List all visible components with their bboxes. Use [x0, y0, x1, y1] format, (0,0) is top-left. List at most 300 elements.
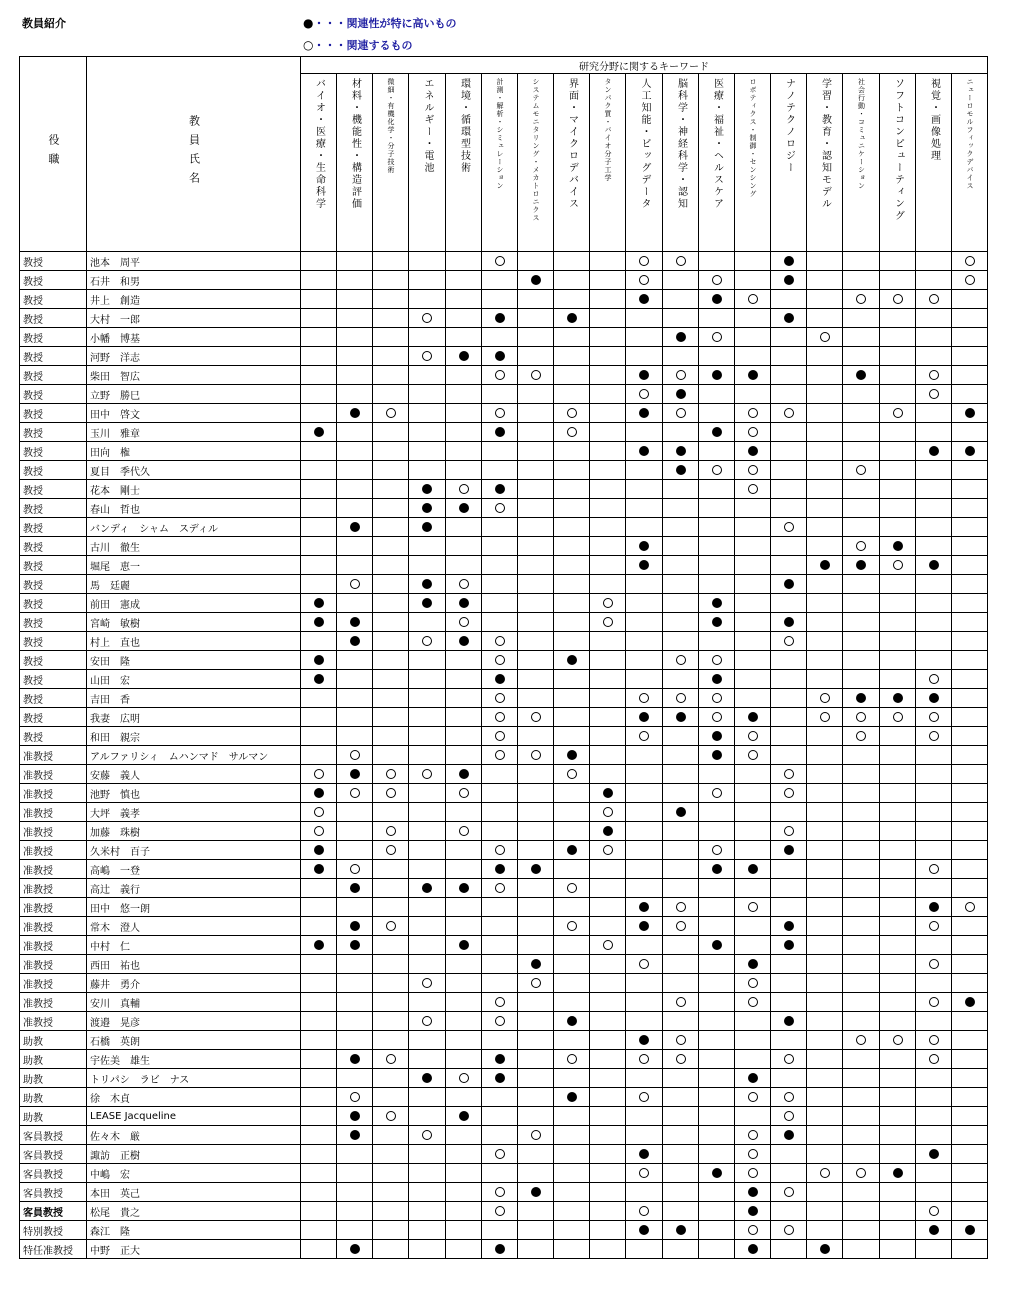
mark-cell [626, 670, 663, 689]
mark-cell [663, 1202, 699, 1221]
table-row [20, 1031, 988, 1050]
mark-cell [590, 651, 626, 670]
mark-cell [880, 480, 916, 499]
mark-cell [446, 727, 482, 746]
mark-cell [590, 1050, 626, 1069]
mark-cell [409, 917, 446, 936]
mark-cell [554, 1202, 590, 1221]
mark-cell [880, 1031, 916, 1050]
mark-cell [699, 613, 735, 632]
mark-cell [880, 1240, 916, 1259]
keyword-column-header [482, 74, 518, 252]
name-cell: 馬 廷麗 [87, 575, 301, 594]
mark-cell [446, 1012, 482, 1031]
mark-cell [663, 803, 699, 822]
mark-cell [880, 955, 916, 974]
mark-cell [518, 1221, 554, 1240]
mark-cell [952, 993, 988, 1012]
mark-cell [952, 594, 988, 613]
mark-cell [409, 632, 446, 651]
mark-cell [663, 1126, 699, 1145]
mark-cell [409, 1050, 446, 1069]
mark-cell [916, 1050, 952, 1069]
mark-cell [446, 1145, 482, 1164]
mark-cell [409, 974, 446, 993]
mark-cell [952, 1031, 988, 1050]
mark-cell [699, 803, 735, 822]
mark-cell [554, 1164, 590, 1183]
mark-cell [446, 803, 482, 822]
mark-cell [626, 765, 663, 784]
mark-cell [952, 537, 988, 556]
open-circle-icon [676, 655, 686, 665]
mark-cell [301, 974, 337, 993]
mark-cell [337, 366, 373, 385]
mark-cell [337, 1202, 373, 1221]
open-circle-icon [929, 997, 939, 1007]
name-cell: 安藤 義人 [87, 765, 301, 784]
mark-cell [373, 575, 409, 594]
mark-cell [554, 746, 590, 765]
open-circle-icon [712, 693, 722, 703]
role-cell: 教授 [20, 537, 87, 556]
mark-cell [807, 575, 843, 594]
role-cell: 准教授 [20, 841, 87, 860]
role-cell: 教授 [20, 328, 87, 347]
role-cell: 教授 [20, 727, 87, 746]
mark-cell [735, 1145, 771, 1164]
filled-circle-icon [784, 921, 794, 931]
mark-cell [699, 879, 735, 898]
mark-cell [663, 765, 699, 784]
mark-cell [626, 1050, 663, 1069]
mark-cell [301, 651, 337, 670]
mark-cell [807, 537, 843, 556]
mark-cell [843, 1221, 880, 1240]
table-row [20, 689, 988, 708]
filled-circle-icon [422, 484, 432, 494]
mark-cell [446, 822, 482, 841]
mark-cell [771, 499, 807, 518]
mark-cell [952, 1183, 988, 1202]
mark-cell [482, 290, 518, 309]
mark-cell [916, 1012, 952, 1031]
mark-cell [735, 366, 771, 385]
name-cell: 宇佐美 雄生 [87, 1050, 301, 1069]
mark-cell [843, 556, 880, 575]
mark-cell [590, 613, 626, 632]
keyword-label: 微細・有機化学・分子技術 [387, 78, 395, 174]
filled-circle-icon [459, 769, 469, 779]
open-circle-icon [929, 1206, 939, 1216]
mark-cell [807, 347, 843, 366]
mark-cell [337, 575, 373, 594]
mark-cell [518, 1240, 554, 1259]
filled-circle-icon [639, 712, 649, 722]
mark-cell [373, 993, 409, 1012]
table-row [20, 1164, 988, 1183]
mark-cell [735, 822, 771, 841]
role-cell: 准教授 [20, 993, 87, 1012]
mark-cell [843, 1069, 880, 1088]
mark-cell [663, 1164, 699, 1183]
mark-cell [663, 1145, 699, 1164]
role-header-label: 役職 [47, 133, 60, 172]
open-circle-icon [459, 826, 469, 836]
mark-cell [554, 860, 590, 879]
mark-cell [301, 765, 337, 784]
mark-cell [301, 366, 337, 385]
mark-cell [699, 309, 735, 328]
mark-cell [482, 1050, 518, 1069]
mark-cell [807, 404, 843, 423]
mark-cell [626, 746, 663, 765]
mark-cell [590, 784, 626, 803]
table-row [20, 936, 988, 955]
open-circle-icon [386, 1054, 396, 1064]
open-circle-icon [603, 845, 613, 855]
open-circle-icon [567, 408, 577, 418]
mark-cell [771, 993, 807, 1012]
mark-cell [301, 1126, 337, 1145]
mark-cell [373, 1107, 409, 1126]
mark-cell [409, 404, 446, 423]
mark-cell [446, 575, 482, 594]
filled-circle-icon [965, 446, 975, 456]
mark-cell [916, 556, 952, 575]
mark-cell [663, 917, 699, 936]
open-circle-icon [748, 978, 758, 988]
mark-cell [916, 936, 952, 955]
role-cell: 教授 [20, 556, 87, 575]
mark-cell [807, 252, 843, 271]
open-circle-icon [495, 1149, 505, 1159]
mark-cell [446, 708, 482, 727]
mark-cell [518, 1031, 554, 1050]
open-circle-icon [639, 959, 649, 969]
mark-cell [518, 499, 554, 518]
open-circle-icon [350, 1092, 360, 1102]
filled-circle-icon [350, 921, 360, 931]
mark-cell [771, 594, 807, 613]
table-row [20, 765, 988, 784]
mark-cell [590, 309, 626, 328]
keyword-label: システムモニタリング・メカトロニクス [532, 78, 540, 222]
mark-cell [735, 1240, 771, 1259]
mark-cell [735, 879, 771, 898]
open-circle-icon [422, 636, 432, 646]
mark-cell [373, 670, 409, 689]
mark-cell [554, 1221, 590, 1240]
open-circle-icon [748, 750, 758, 760]
mark-cell [735, 556, 771, 575]
mark-cell [301, 708, 337, 727]
mark-cell [916, 727, 952, 746]
mark-cell [446, 328, 482, 347]
filled-circle-icon [495, 1054, 505, 1064]
table-row [20, 252, 988, 271]
name-cell: 田中 啓文 [87, 404, 301, 423]
mark-cell [699, 1183, 735, 1202]
open-circle-icon [929, 959, 939, 969]
mark-cell [735, 784, 771, 803]
mark-cell [518, 746, 554, 765]
mark-cell [880, 1221, 916, 1240]
mark-cell [735, 461, 771, 480]
mark-cell [409, 765, 446, 784]
mark-cell [337, 727, 373, 746]
mark-cell [843, 917, 880, 936]
mark-cell [373, 822, 409, 841]
filled-circle-icon [314, 940, 324, 950]
role-cell: 教授 [20, 347, 87, 366]
mark-cell [699, 1145, 735, 1164]
filled-circle-icon [495, 1244, 505, 1254]
mark-cell [554, 347, 590, 366]
mark-cell [626, 1088, 663, 1107]
mark-cell [771, 689, 807, 708]
mark-cell [952, 1069, 988, 1088]
mark-cell [843, 575, 880, 594]
mark-cell [301, 822, 337, 841]
name-cell: 河野 洋志 [87, 347, 301, 366]
role-cell: 准教授 [20, 765, 87, 784]
mark-cell [518, 252, 554, 271]
keyword-label: 視覚・画像処理 [928, 78, 940, 162]
table-row [20, 955, 988, 974]
filled-circle-icon [748, 1244, 758, 1254]
mark-cell [843, 1183, 880, 1202]
mark-cell [843, 784, 880, 803]
role-cell: 客員教授 [20, 1202, 87, 1221]
mark-cell [952, 1050, 988, 1069]
mark-cell [590, 366, 626, 385]
mark-cell [880, 366, 916, 385]
mark-cell [482, 1012, 518, 1031]
open-circle-icon [603, 598, 613, 608]
mark-cell [807, 765, 843, 784]
mark-cell [699, 537, 735, 556]
mark-cell [807, 879, 843, 898]
mark-cell [554, 252, 590, 271]
open-circle-icon [495, 712, 505, 722]
filled-circle-icon [639, 1225, 649, 1235]
mark-cell [518, 537, 554, 556]
mark-cell [337, 974, 373, 993]
mark-cell [554, 974, 590, 993]
open-circle-icon [748, 731, 758, 741]
mark-cell [663, 936, 699, 955]
mark-cell [518, 860, 554, 879]
open-circle-icon [712, 845, 722, 855]
mark-cell [590, 632, 626, 651]
filled-circle-icon [459, 883, 469, 893]
mark-cell [807, 1012, 843, 1031]
mark-cell [590, 1031, 626, 1050]
filled-circle-icon [965, 997, 975, 1007]
table-row [20, 1183, 988, 1202]
mark-cell [771, 271, 807, 290]
mark-cell [880, 537, 916, 556]
mark-cell [337, 955, 373, 974]
mark-cell [590, 1183, 626, 1202]
role-cell: 准教授 [20, 917, 87, 936]
mark-cell [626, 841, 663, 860]
mark-cell [807, 1031, 843, 1050]
mark-cell [699, 1050, 735, 1069]
mark-cell [771, 1221, 807, 1240]
mark-cell [518, 328, 554, 347]
mark-cell [771, 765, 807, 784]
mark-cell [373, 803, 409, 822]
open-circle-icon [422, 1016, 432, 1026]
mark-cell [735, 594, 771, 613]
filled-circle-icon [350, 1244, 360, 1254]
mark-cell [699, 1202, 735, 1221]
mark-cell [482, 689, 518, 708]
mark-cell [663, 404, 699, 423]
mark-cell [482, 347, 518, 366]
mark-cell [807, 613, 843, 632]
table-row [20, 841, 988, 860]
mark-cell [663, 1107, 699, 1126]
filled-circle-icon [314, 674, 324, 684]
mark-cell [626, 271, 663, 290]
mark-cell [590, 708, 626, 727]
mark-cell [373, 955, 409, 974]
mark-cell [518, 575, 554, 594]
mark-cell [916, 1126, 952, 1145]
mark-cell [337, 632, 373, 651]
mark-cell [663, 993, 699, 1012]
mark-cell [446, 385, 482, 404]
mark-cell [771, 1107, 807, 1126]
mark-cell [699, 575, 735, 594]
name-cell: 宮崎 敏樹 [87, 613, 301, 632]
mark-cell [735, 993, 771, 1012]
mark-cell [590, 727, 626, 746]
filled-circle-icon [748, 959, 758, 969]
role-cell: 教授 [20, 651, 87, 670]
mark-cell [337, 841, 373, 860]
mark-cell [843, 404, 880, 423]
mark-cell [554, 1069, 590, 1088]
mark-cell [916, 442, 952, 461]
filled-circle-icon [676, 712, 686, 722]
open-circle-icon [422, 351, 432, 361]
mark-cell [409, 689, 446, 708]
filled-circle-icon [531, 864, 541, 874]
mark-cell [663, 841, 699, 860]
mark-cell [916, 366, 952, 385]
keyword-column-header [771, 74, 807, 252]
table-row [20, 537, 988, 556]
mark-cell [952, 271, 988, 290]
mark-cell [952, 404, 988, 423]
mark-cell [337, 1107, 373, 1126]
filled-circle-icon [712, 294, 722, 304]
open-circle-icon [712, 275, 722, 285]
mark-cell [663, 442, 699, 461]
table-row [20, 974, 988, 993]
mark-cell [771, 366, 807, 385]
mark-cell [446, 461, 482, 480]
mark-cell [554, 404, 590, 423]
open-circle-icon [748, 1130, 758, 1140]
mark-cell [554, 898, 590, 917]
mark-cell [699, 822, 735, 841]
mark-cell [880, 689, 916, 708]
mark-cell [843, 252, 880, 271]
mark-cell [518, 1126, 554, 1145]
mark-cell [482, 955, 518, 974]
mark-cell [518, 1145, 554, 1164]
name-cell: 前田 憲成 [87, 594, 301, 613]
mark-cell [446, 1126, 482, 1145]
mark-cell [518, 556, 554, 575]
mark-cell [771, 556, 807, 575]
mark-cell [699, 955, 735, 974]
mark-cell [735, 1221, 771, 1240]
mark-cell [843, 594, 880, 613]
filled-circle-icon [639, 541, 649, 551]
open-circle-icon [748, 484, 758, 494]
open-circle-icon [784, 788, 794, 798]
filled-circle-icon [567, 313, 577, 323]
mark-cell [409, 936, 446, 955]
mark-cell [880, 1069, 916, 1088]
mark-cell [373, 879, 409, 898]
mark-cell [409, 613, 446, 632]
open-circle-icon [639, 1168, 649, 1178]
mark-cell [952, 803, 988, 822]
open-circle-icon [567, 883, 577, 893]
mark-cell [626, 993, 663, 1012]
name-cell: 春山 哲也 [87, 499, 301, 518]
mark-cell [843, 347, 880, 366]
mark-cell [373, 347, 409, 366]
mark-cell [409, 1126, 446, 1145]
mark-cell [482, 708, 518, 727]
mark-cell [590, 1069, 626, 1088]
mark-cell [626, 1012, 663, 1031]
mark-cell [446, 689, 482, 708]
mark-cell [807, 1088, 843, 1107]
mark-cell [843, 1145, 880, 1164]
filled-circle-icon [748, 712, 758, 722]
name-cell: 渡邉 晃彦 [87, 1012, 301, 1031]
mark-cell [518, 708, 554, 727]
table-row [20, 556, 988, 575]
table-row [20, 917, 988, 936]
open-circle-icon [459, 617, 469, 627]
table-row [20, 347, 988, 366]
mark-cell [482, 1126, 518, 1145]
mark-cell [301, 841, 337, 860]
mark-cell [952, 252, 988, 271]
mark-cell [771, 1012, 807, 1031]
filled-circle-icon [748, 370, 758, 380]
table-row [20, 385, 988, 404]
mark-cell [518, 271, 554, 290]
mark-cell [518, 1164, 554, 1183]
filled-circle-icon: ● [303, 16, 314, 30]
filled-circle-icon [314, 788, 324, 798]
table-row [20, 442, 988, 461]
mark-cell [446, 366, 482, 385]
mark-cell [771, 575, 807, 594]
mark-cell [807, 480, 843, 499]
